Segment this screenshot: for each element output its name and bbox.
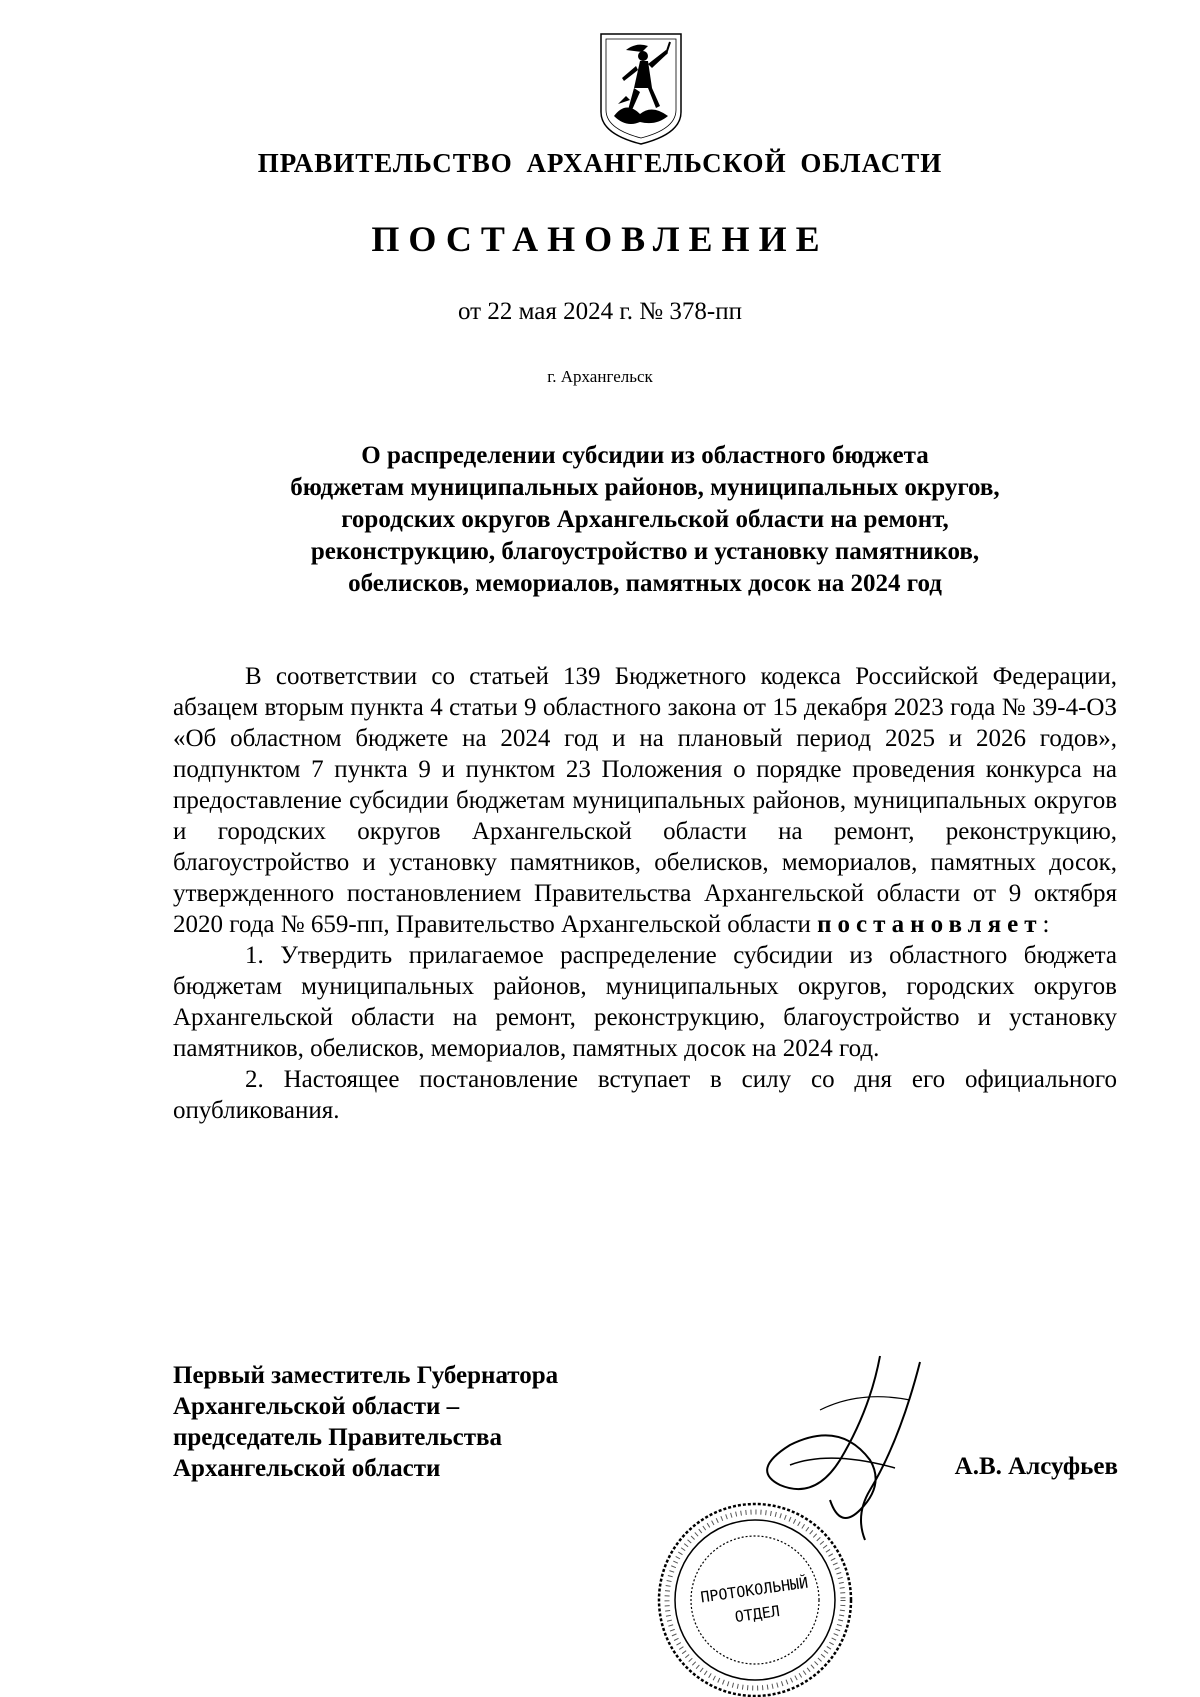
subject-line: бюджетам муниципальных районов, муниципальных округов, xyxy=(290,474,1000,501)
document-date-number: от 22 мая 2024 г. № 378-пп xyxy=(458,298,742,325)
subject-line: реконструкцию, благоустройство и установку памятников, xyxy=(310,538,980,565)
document-subject xyxy=(170,440,1120,600)
coat-of-arms-emblem xyxy=(596,30,686,148)
signatory-position-line: Архангельской области xyxy=(173,1455,441,1482)
stamp-center-line-2: ОТДЕЛ xyxy=(733,1601,781,1627)
preamble-paragraph xyxy=(173,661,1117,940)
document-type: ПОСТАНОВЛЕНИЕ xyxy=(371,219,829,259)
stamp-center-line-1: ПРОТОКОЛЬНЫЙ xyxy=(699,1573,810,1607)
signatory-position-line: председатель Правительства xyxy=(173,1424,503,1451)
signatory-name: А.В. Алсуфьев xyxy=(954,1453,1118,1480)
document-body xyxy=(173,661,1117,1126)
signatory-position xyxy=(173,1360,558,1484)
official-stamp xyxy=(650,1495,860,1697)
signatory-position-line: Архангельской области – xyxy=(173,1393,460,1420)
resolves-colon: : xyxy=(1042,911,1050,938)
subject-line: городских округов Архангельской области на ремонт, xyxy=(341,506,949,533)
resolves-word: постановляет xyxy=(817,911,1043,938)
subject-line: О распределении субсидии из областного бюджета xyxy=(361,442,929,469)
preamble-text: В соответствии со статьей 139 Бюджетного кодекса Российской Федерации, абзацем вторым пункта 4 статьи 9 областного закона от 15 декабря 2023 года № 39-4-ОЗ «Об областном бюджете на 2024 год и на плановый период 2025 и 2026 годов», подпунктом 7 пункта 9 и пунктом 23 Положения о порядке проведения конкурса на предоставление субсидии бюджетам муниципальных районов, муниципальных округов и городских округов Архангельской области на ремонт, реконструкцию, благоустройство и установку памятников, обелисков, мемориалов, памятных досок, утвержденного постановлением Правительства Архангельской области от 9 октября 2020 года № 659-пп, Правительство Архангельской области xyxy=(173,663,1117,938)
signatory-position-line: Первый заместитель Губернатора xyxy=(173,1362,559,1389)
subject-line: обелисков, мемориалов, памятных досок на 2024 год xyxy=(348,570,942,597)
document-place: г. Архангельск xyxy=(547,367,653,386)
government-title: ПРАВИТЕЛЬСТВО АРХАНГЕЛЬСКОЙ ОБЛАСТИ xyxy=(257,148,943,178)
item-2-paragraph: 2. Настоящее постановление вступает в силу со дня его официального опубликования. xyxy=(173,1066,1117,1124)
item-1-paragraph: 1. Утвердить прилагаемое распределение субсидии из областного бюджета бюджетам муниципальных районов, муниципальных округов, городских округов Архангельской области на ремонт, реконструкцию, благоустройство и установку памятников, обелисков, мемориалов, памятных досок на 2024 год. xyxy=(173,942,1117,1062)
